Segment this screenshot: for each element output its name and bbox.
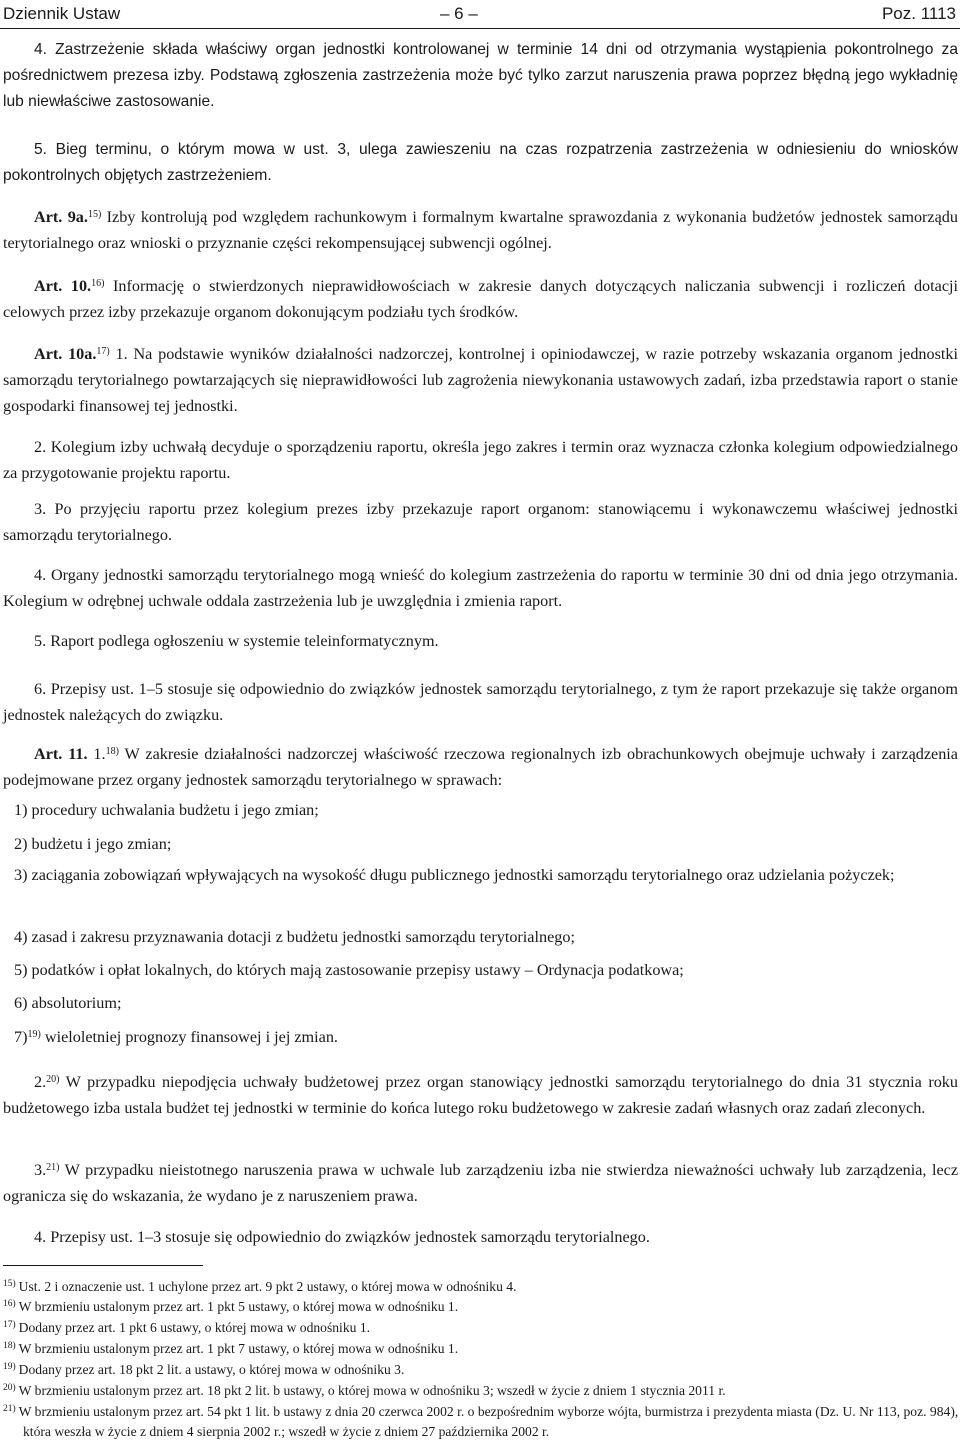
footnote-number: 19)	[3, 1362, 16, 1372]
footnote	[3, 1360, 958, 1380]
list-item	[14, 1024, 960, 1050]
list-item: 4) zasad i zakresu przyznawania dotacji z budżetu jednostki samorządu terytorialnego;	[14, 928, 575, 946]
footnote-number: 15)	[3, 1279, 16, 1289]
article-text: Izby kontrolują pod względem rachunkowym i formalnym kwartalne sprawozdania z wykonania budżetów jednostek samorządu terytorialnego oraz wnioski o przyznanie części rekompensującej subwencji ogólnej.	[3, 208, 958, 252]
article-label: Art. 10.	[34, 277, 92, 295]
footnote-ref: 18)	[105, 746, 119, 757]
paragraph-text: W przypadku niepodjęcia uchwały budżetowej przez organ stanowiący jednostki samorządu terytorialnego do dnia 31 stycznia roku budżetowego izba ustala budżet tej jednostki w terminie do końca lutego roku budżetowego w zakresie zadań własnych oraz zadań zleconych.	[3, 1073, 958, 1117]
paragraph-text: W przypadku nieistotnego naruszenia prawa w uchwale lub zarządzeniu izba nie stwierdza nieważności uchwały lub zarządzenia, lecz ogranicza się do wskazania, że wydano je z naruszeniem prawa.	[3, 1161, 958, 1205]
paragraph-number: 3.	[34, 1161, 47, 1179]
article-11-par-4: 4. Przepisy ust. 1–3 stosuje się odpowiednio do związków jednostek samorządu terytorialnego.	[34, 1228, 650, 1246]
list-item: 6) absolutorium;	[14, 994, 122, 1012]
article-label: Art. 11.	[34, 745, 88, 763]
list-item: 3) zaciągania zobowiązań wpływających na wysokość długu publicznego jednostki samorządu terytorialnego oraz udzielania pożyczek;	[14, 866, 895, 884]
footnote-number: 20)	[3, 1383, 16, 1393]
paragraph-4: 4. Zastrzeżenie składa właściwy organ jednostki kontrolowanej w terminie 14 dni od otrzymania wystąpienia pokontrolnego za pośrednictwem prezesa izby. Podstawą zgłoszenia zastrzeżenia może być tylko zarzut naruszenia prawa poprzez błędną jego wykładnię lub niewłaściwe zastosowanie.	[3, 41, 958, 110]
article-10a-par-5: 5. Raport podlega ogłoszeniu w systemie teleinformatycznym.	[34, 632, 439, 650]
page-number: – 6 –	[440, 4, 478, 23]
article-text: W zakresie działalności nadzorczej właściwość rzeczowa regionalnych izb obrachunkowych obejmuje uchwały i zarządzenia podejmowane przez organy jednostek samorządu terytorialnego w sprawach:	[3, 745, 958, 789]
article-label: Art. 10a.	[34, 345, 97, 363]
footnote-number: 21)	[3, 1404, 16, 1414]
footnote-ref: 21)	[46, 1162, 60, 1173]
footnote-ref: 19)	[27, 1029, 41, 1040]
footnote	[3, 1402, 960, 1442]
footnote	[3, 1381, 958, 1401]
paragraph-5: 5. Bieg terminu, o którym mowa w ust. 3, ulega zawieszeniu na czas rozpatrzenia zastrzeżenia w odniesieniu do wniosków pokontrolnych objętych zastrzeżeniem.	[3, 141, 958, 184]
footnote	[3, 1277, 958, 1297]
footnote-number: 17)	[3, 1320, 16, 1330]
footnote-number: 18)	[3, 1341, 16, 1351]
article-10	[3, 273, 958, 325]
footnote-text: W brzmieniu ustalonym przez art. 18 pkt 2 lit. b ustawy, o której mowa w odnośniku 3; wszedł w życie z dniem 1 stycznia 2011 r.	[18, 1383, 726, 1398]
footnote-separator	[3, 1265, 203, 1266]
footnote-text: Dodany przez art. 18 pkt 2 lit. a ustawy, o której mowa w odnośniku 3.	[18, 1362, 405, 1377]
item-text: wieloletniej prognozy finansowej i jej zmian.	[40, 1028, 338, 1046]
article-10a-par-6: 6. Przepisy ust. 1–5 stosuje się odpowiednio do związków jednostek samorządu terytorialnego, z tym że raport przekazuje się także organom jednostek należących do związku.	[3, 680, 958, 724]
footnote-text: Dodany przez art. 1 pkt 6 ustawy, o której mowa w odnośniku 1.	[18, 1320, 371, 1335]
article-text: 1. Na podstawie wyników działalności nadzorczej, kontrolnej i opiniodawczej, w razie potrzeby wskazania organom jednostki samorządu terytorialnego powtarzających się nieprawidłowości lub zagrożenia niewykonania ustawowych zadań, izba przedstawia raport o stanie gospodarki finansowej tej jednostki.	[3, 345, 958, 415]
article-11	[3, 741, 958, 793]
page-header	[0, 0, 960, 27]
footnote-ref: 16)	[91, 278, 105, 289]
footnote-text: W brzmieniu ustalonym przez art. 1 pkt 5 ustawy, o której mowa w odnośniku 1.	[18, 1299, 459, 1314]
article-11-par-2	[3, 1069, 958, 1121]
article-10a	[3, 341, 958, 419]
footnote	[3, 1297, 958, 1317]
paragraph-number: 2.	[34, 1073, 47, 1091]
footnote-ref: 15)	[87, 209, 102, 220]
footnote	[3, 1339, 958, 1359]
article-10a-par-3: 3. Po przyjęciu raportu przez kolegium prezes izby przekazuje raport organom: stanowiącemu i wykonawczemu właściwej jednostki samorządu terytorialnego.	[3, 500, 958, 544]
journal-title: Dziennik Ustaw	[3, 4, 121, 23]
footnote-ref: 20)	[46, 1074, 60, 1085]
header-rule	[0, 28, 960, 29]
footnote	[3, 1318, 958, 1338]
article-10a-par-2: 2. Kolegium izby uchwałą decyduje o sporządzeniu raportu, określa jego zakres i termin oraz wyznacza członka kolegium odpowiedzialnego za przygotowanie projektu raportu.	[3, 438, 958, 482]
list-item: 5) podatków i opłat lokalnych, do których mają zastosowanie przepisy ustawy – Ordynacja podatkowa;	[14, 961, 684, 979]
article-9a	[3, 204, 958, 256]
list-item: 2) budżetu i jego zmian;	[14, 835, 172, 853]
article-text: Informację o stwierdzonych nieprawidłowościach w zakresie danych dotyczących naliczania subwencji i rozliczeń dotacji celowych przez izby przekazuje organom dokonującym podziału tych środków.	[3, 277, 959, 321]
footnote-text: Ust. 2 i oznaczenie ust. 1 uchylone przez art. 9 pkt 2 ustawy, o której mowa w odnośniku 4.	[18, 1279, 517, 1294]
position-number: Poz. 1113	[881, 4, 956, 23]
article-11-par-3	[3, 1157, 958, 1209]
list-item: 1) procedury uchwalania budżetu i jego zmian;	[14, 801, 319, 819]
footnote-ref: 17)	[96, 346, 110, 357]
paragraph-number: 1.	[87, 745, 106, 763]
footnote-text: W brzmieniu ustalonym przez art. 54 pkt 1 lit. b ustawy z dnia 20 czerwca 2002 r. o bezpośrednim wyborze wójta, burmistrza i prezydenta miasta (Dz. U. Nr 113, poz. 984), która weszła w życie z dniem 4 sierpnia 2002 r.; wszedł w życie z dniem 27 października 2002 r.	[18, 1404, 959, 1439]
article-label: Art. 9a.	[34, 208, 88, 226]
item-number: 7)	[14, 1028, 28, 1046]
footnote-text: W brzmieniu ustalonym przez art. 1 pkt 7 ustawy, o której mowa w odnośniku 1.	[18, 1341, 459, 1356]
footnote-number: 16)	[3, 1299, 16, 1309]
article-10a-par-4: 4. Organy jednostki samorządu terytorialnego mogą wnieść do kolegium zastrzeżenia do raportu w terminie 30 dni od dnia jego otrzymania. Kolegium w odrębnej uchwale oddala zastrzeżenia lub je uwzględnia i zmienia raport.	[3, 566, 958, 610]
